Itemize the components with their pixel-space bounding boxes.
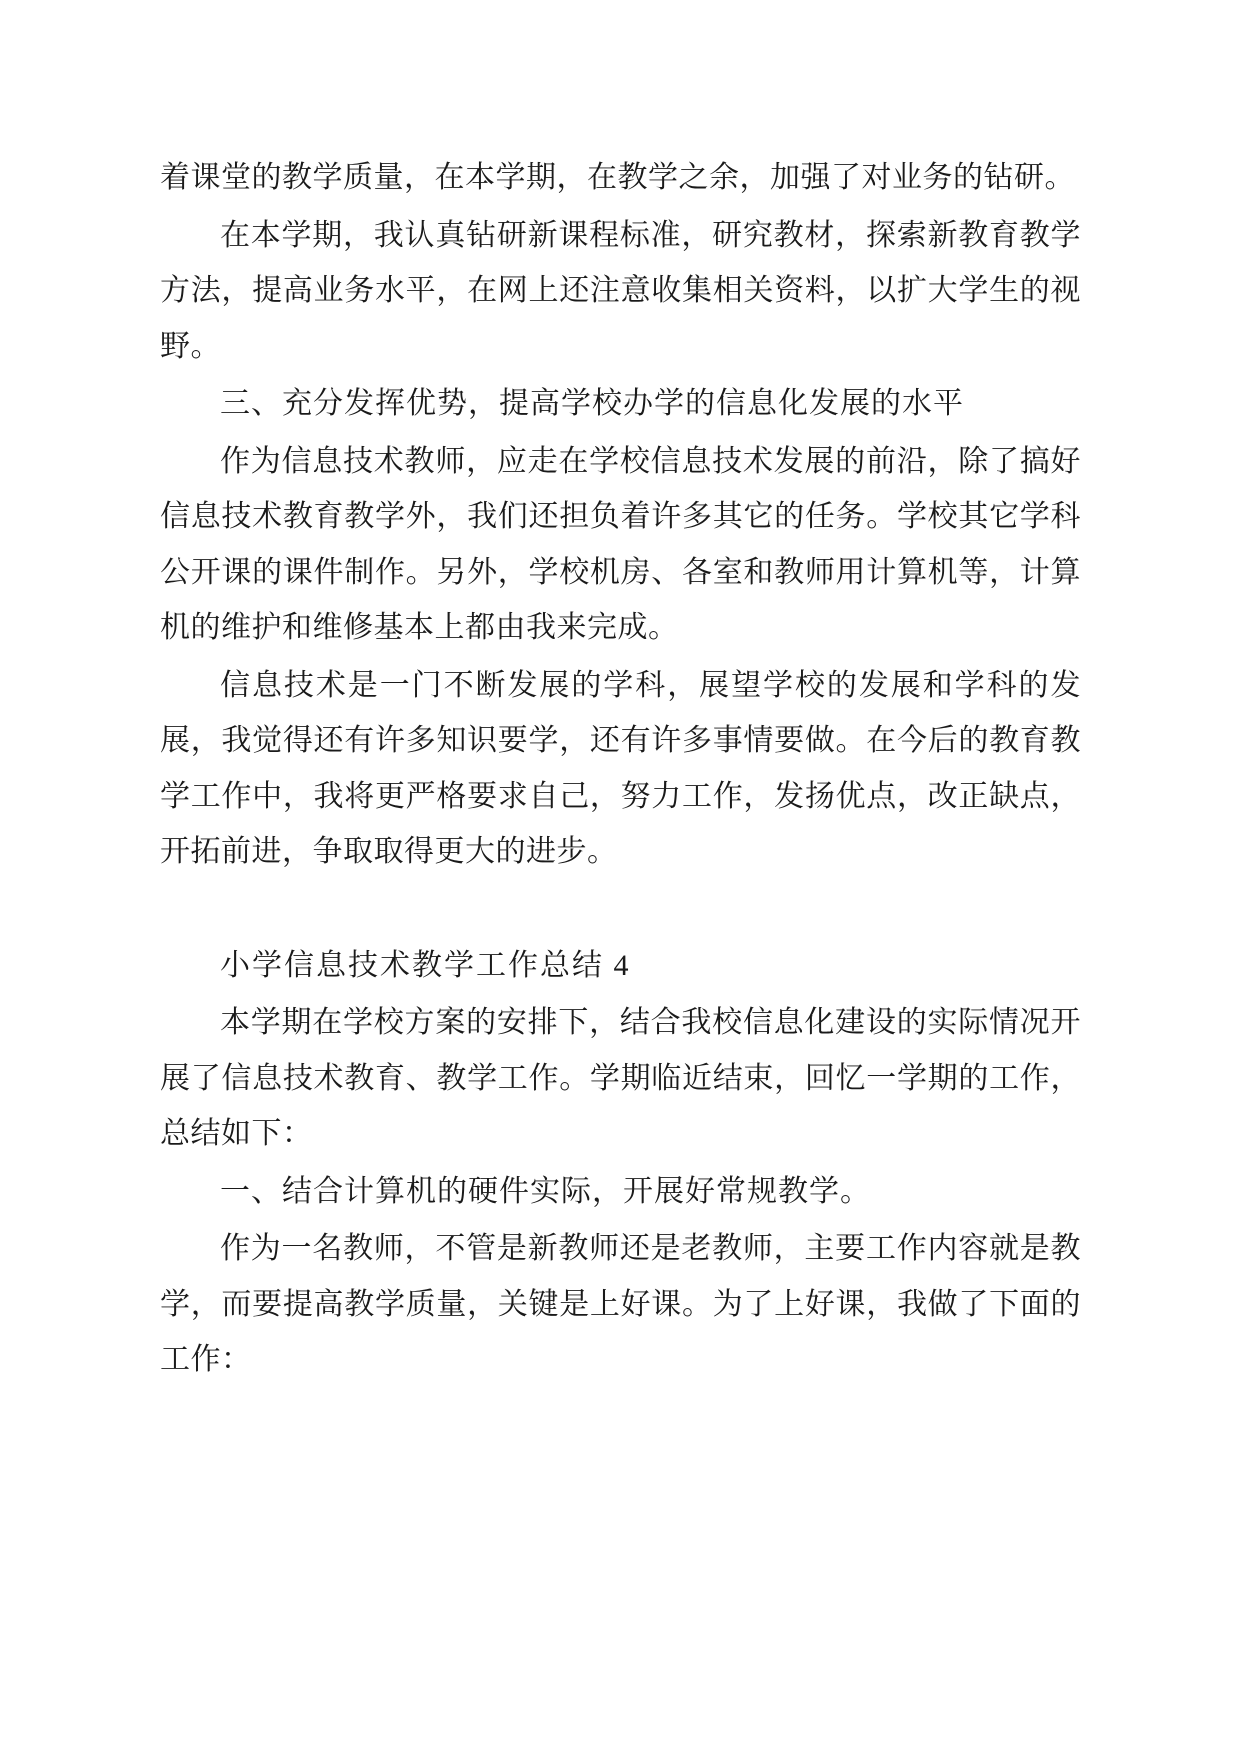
paragraph: 在本学期，我认真钻研新课程标准，研究教材，探索新教育教学方法，提高业务水平，在网上还注意收集相关资料，以扩大学生的视野。 (160, 218, 1081, 363)
paragraph-continuation: 着课堂的教学质量，在本学期，在教学之余，加强了对业务的钻研。 (160, 161, 1075, 194)
section-heading-three: 三、充分发挥优势，提高学校办学的信息化发展的水平 (220, 387, 964, 420)
section-spacer (160, 882, 1081, 938)
paragraph: 作为信息技术教师，应走在学校信息技术发展的前沿，除了搞好信息技术教育教学外，我们还担负着许多其它的任务。学校其它学科公开课的课件制作。另外，学校机房、各室和教师用计算机等，计算机的维护和维修基本上都由我来完成。 (160, 444, 1081, 644)
paragraph: 作为一名教师，不管是新教师还是老教师，主要工作内容就是教学，而要提高教学质量，关键是上好课。为了上好课，我做了下面的工作： (160, 1232, 1081, 1376)
section-heading-one: 一、结合计算机的硬件实际，开展好常规教学。 (220, 1174, 871, 1208)
paragraph: 本学期在学校方案的安排下，结合我校信息化建设的实际情况开展了信息技术教育、教学工作。学期临近结束，回忆一学期的工作，总结如下： (160, 1006, 1081, 1150)
paragraph: 信息技术是一门不断发展的学科，展望学校的发展和学科的发展，我觉得还有许多知识要学，还有许多事情要做。在今后的教育教学工作中，我将更严格要求自己，努力工作，发扬优点，改正缺点，开拓前进，争取取得更大的进步。 (160, 668, 1081, 868)
document-body (160, 150, 1081, 1388)
article-title: 小学信息技术教学工作总结 4 (220, 948, 631, 982)
